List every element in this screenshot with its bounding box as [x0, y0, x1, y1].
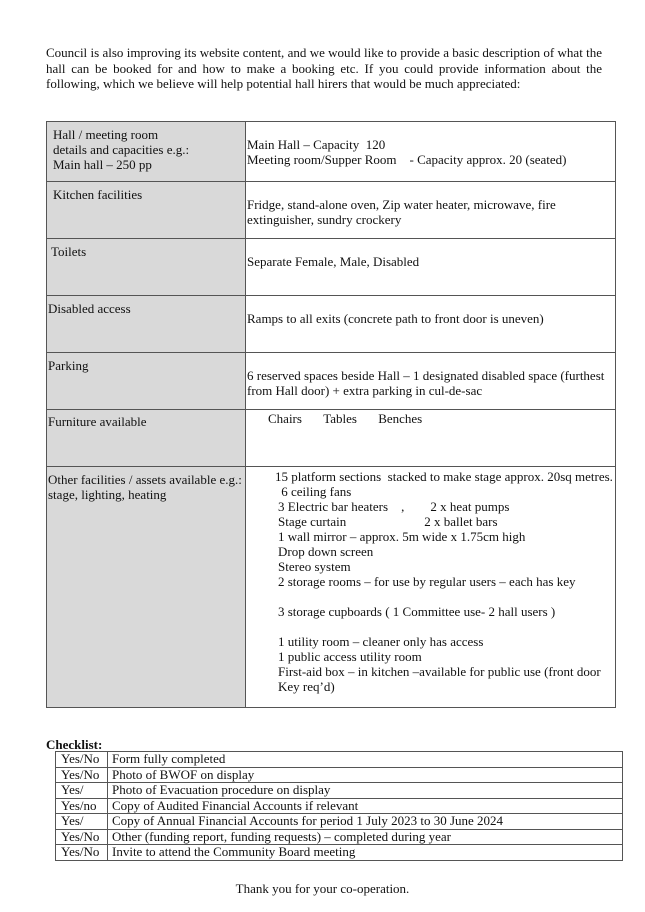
furniture-item-tables: Tables [323, 411, 357, 426]
toilets-value-cell [246, 239, 616, 296]
disabled-label: Disabled access [48, 301, 131, 316]
intro-paragraph: Council is also improving its website content, and we would like to provide a basic description of what the hall can be booked for and how to make a booking etc. If you could provide information about the following, which we believe will help potential hall hirers that would be much appreciated: [46, 45, 602, 91]
checklist-table [55, 751, 623, 861]
checklist-item: Form fully completed [108, 752, 623, 768]
furniture-label: Furniture available [48, 414, 147, 429]
other-line: First-aid box – in kitchen –available for public use (front door [278, 664, 601, 679]
checklist-status[interactable]: Yes/No [56, 767, 108, 783]
row-kitchen [47, 182, 616, 239]
checklist-status[interactable]: Yes/no [56, 798, 108, 814]
checklist-status[interactable]: Yes/No [56, 752, 108, 768]
checklist-item: Invite to attend the Community Board meeting [108, 845, 623, 861]
other-facilities-list [246, 467, 615, 694]
other-line: Key req’d) [278, 679, 335, 694]
hall-label-line-1: Hall / meeting room [53, 127, 159, 142]
other-line: 1 public access utility room [278, 649, 422, 664]
row-parking [47, 353, 616, 410]
other-line-blank [278, 589, 611, 604]
hall-value-cell [246, 122, 616, 182]
parking-value-cell [246, 353, 616, 410]
furniture-value-cell [246, 410, 616, 467]
facilities-table [46, 121, 616, 708]
parking-label: Parking [48, 358, 89, 373]
checklist-item: Photo of BWOF on display [108, 767, 623, 783]
disabled-label-cell [47, 296, 246, 353]
checklist-item: Other (funding report, funding requests) – completed during year [108, 829, 623, 845]
kitchen-value-cell [246, 182, 616, 239]
hall-label-line-3: Main hall – 250 pp [53, 157, 152, 172]
checklist-status[interactable]: Yes/No [56, 845, 108, 861]
hall-label-line-2: details and capacities e.g.: [53, 142, 190, 157]
other-line-blank [278, 619, 611, 634]
checklist-row [56, 845, 623, 861]
other-line: 3 Electric bar heaters , 2 x heat pumps [278, 499, 510, 514]
checklist-status[interactable]: Yes/ [56, 783, 108, 799]
other-line: 3 storage cupboards ( 1 Committee use- 2 hall users ) [278, 604, 556, 619]
parking-value: 6 reserved spaces beside Hall – 1 designated disabled space (furthest from Hall door) + extra parking in cul-de-sac [247, 368, 605, 398]
other-line: Stage curtain 2 x ballet bars [278, 514, 498, 529]
checklist-title: Checklist: [46, 737, 103, 752]
other-line: 15 platform sections stacked to make stage approx. 20sq metres. [275, 469, 613, 484]
other-line: 6 ceiling fans [278, 484, 352, 499]
thank-you-note: Thank you for your co-operation. [235, 881, 410, 896]
disabled-value-cell [246, 296, 616, 353]
other-line: 2 storage rooms – for use by regular users – each has key [278, 574, 576, 589]
other-line: 1 utility room – cleaner only has access [278, 634, 484, 649]
furniture-label-cell [47, 410, 246, 467]
kitchen-value: Fridge, stand-alone oven, Zip water heater, microwave, fire extinguisher, sundry crockery [247, 197, 556, 227]
row-toilets [47, 239, 616, 296]
checklist-item: Copy of Audited Financial Accounts if relevant [108, 798, 623, 814]
checklist-item: Copy of Annual Financial Accounts for period 1 July 2023 to 30 June 2024 [108, 814, 623, 830]
furniture-item-chairs: Chairs [268, 411, 302, 426]
checklist-row [56, 767, 623, 783]
row-hall [47, 122, 616, 182]
disabled-value: Ramps to all exits (concrete path to front door is uneven) [247, 311, 544, 326]
toilets-label-cell [47, 239, 246, 296]
checklist-status[interactable]: Yes/ [56, 814, 108, 830]
checklist-row [56, 752, 623, 768]
row-other-facilities [47, 467, 616, 708]
other-label: Other facilities / assets available e.g.: stage, lighting, heating [48, 472, 242, 502]
kitchen-label: Kitchen facilities [53, 187, 143, 202]
other-value-cell [246, 467, 616, 708]
parking-label-cell [47, 353, 246, 410]
row-disabled-access [47, 296, 616, 353]
checklist-row [56, 798, 623, 814]
other-line: 1 wall mirror – approx. 5m wide x 1.75cm high [278, 529, 526, 544]
hall-label-cell [47, 122, 246, 182]
toilets-value: Separate Female, Male, Disabled [247, 254, 420, 269]
hall-value-line-2: Meeting room/Supper Room - Capacity approx. 20 (seated) [247, 152, 567, 167]
furniture-item-benches: Benches [378, 411, 423, 426]
checklist-status[interactable]: Yes/No [56, 829, 108, 845]
checklist-row [56, 783, 623, 799]
other-label-cell [47, 467, 246, 708]
checklist-row [56, 814, 623, 830]
toilets-label: Toilets [51, 244, 87, 259]
checklist-row [56, 829, 623, 845]
other-line: Stereo system [278, 559, 351, 574]
row-furniture [47, 410, 616, 467]
hall-value-line-1: Main Hall – Capacity 120 [247, 137, 386, 152]
other-line: Drop down screen [278, 544, 374, 559]
checklist-item: Photo of Evacuation procedure on display [108, 783, 623, 799]
kitchen-label-cell [47, 182, 246, 239]
